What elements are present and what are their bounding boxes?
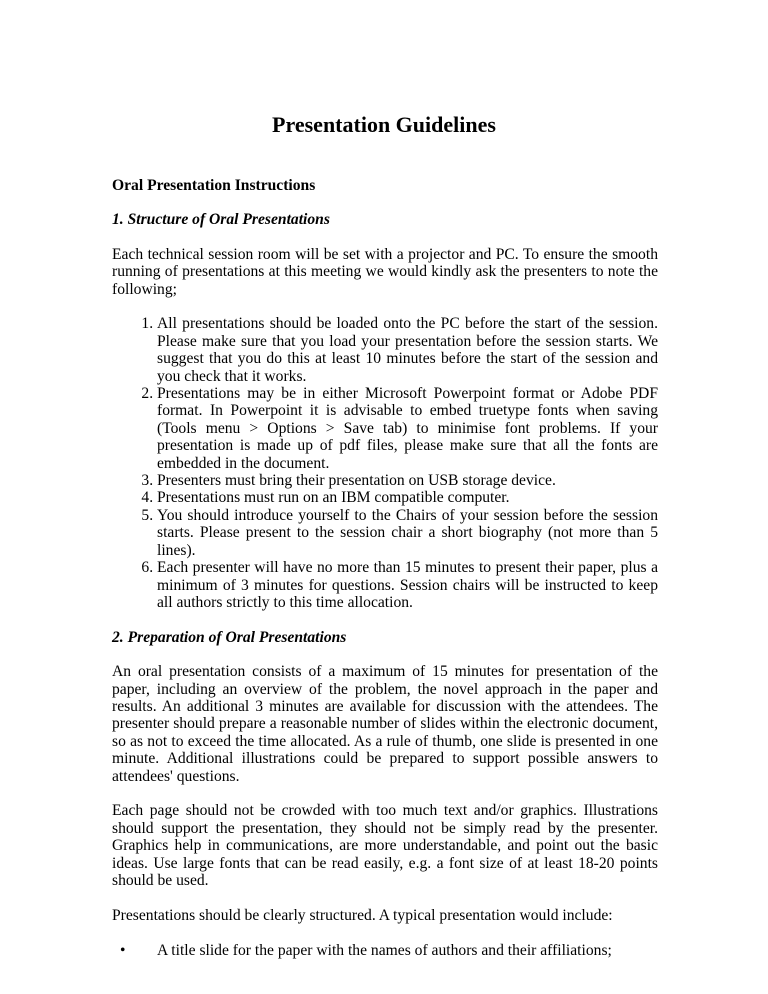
subsection-heading-structure: 1. Structure of Oral Presentations xyxy=(112,211,330,229)
typical-presentation-bullet-list xyxy=(112,942,658,959)
list-item: 5. You should introduce yourself to the Chairs of your session before the session starts. Please present to the session chair a short biography (not more than 5 lines). xyxy=(157,507,658,559)
preparation-paragraph: Presentations should be clearly structured. A typical presentation would include: xyxy=(112,906,613,924)
structure-numbered-list xyxy=(112,315,658,611)
list-item: 4. Presentations must run on an IBM compatible computer. xyxy=(157,489,658,506)
subsection-heading-preparation: 2. Preparation of Oral Presentations xyxy=(112,628,347,646)
list-item: 6. Each presenter will have no more than 15 minutes to present their paper, plus a minimum of 3 minutes for questions. Session chairs will be instructed to keep all authors strictly to this time allocation. xyxy=(157,559,658,611)
list-item: 2. Presentations may be in either Microsoft Powerpoint format or Adobe PDF format. In Powerpoint it is advisable to embed truetype fonts when saving (Tools menu > Options > Save tab) to minimise font problems. If your presentation is made up of pdf files, please make sure that all the fonts are embedded in the document. xyxy=(157,385,658,472)
bullet-text: A title slide for the paper with the names of authors and their affiliations; xyxy=(157,941,612,959)
preparation-paragraph: Each page should not be crowded with too much text and/or graphics. Illustrations should support the presentation, they should not be simply read by the presenter. Graphics help in communications, are more understandable, and point out the basic ideas. Use large fonts that can be read easily, e.g. a font size of at least 18-20 points should be used. xyxy=(112,802,658,889)
bullet-item xyxy=(120,941,658,959)
page-title: Presentation Guidelines xyxy=(272,112,496,137)
document-content xyxy=(112,112,658,959)
structure-intro-paragraph: Each technical session room will be set with a projector and PC. To ensure the smooth running of presentations at this meeting we would kindly ask the presenters to note the following; xyxy=(112,245,658,298)
list-item: 1. All presentations should be loaded onto the PC before the start of the session. Please make sure that you load your presentation before the session starts. We suggest that you do this at least 10 minutes before the start of the session and you check that it works. xyxy=(157,315,658,385)
section-heading-oral-instructions: Oral Presentation Instructions xyxy=(112,177,316,194)
bullet-icon: • xyxy=(120,941,126,959)
preparation-paragraph: An oral presentation consists of a maximum of 15 minutes for presentation of the paper, including an overview of the problem, the novel approach in the paper and results. An additional 3 minutes are available for discussion with the attendees. The presenter should prepare a reasonable number of slides within the electronic document, so as not to exceed the time allocated. As a rule of thumb, one slide is presented in one minute. Additional illustrations could be prepared to support possible answers to attendees' questions. xyxy=(112,663,658,785)
list-item: 3. Presenters must bring their presentation on USB storage device. xyxy=(157,472,658,489)
